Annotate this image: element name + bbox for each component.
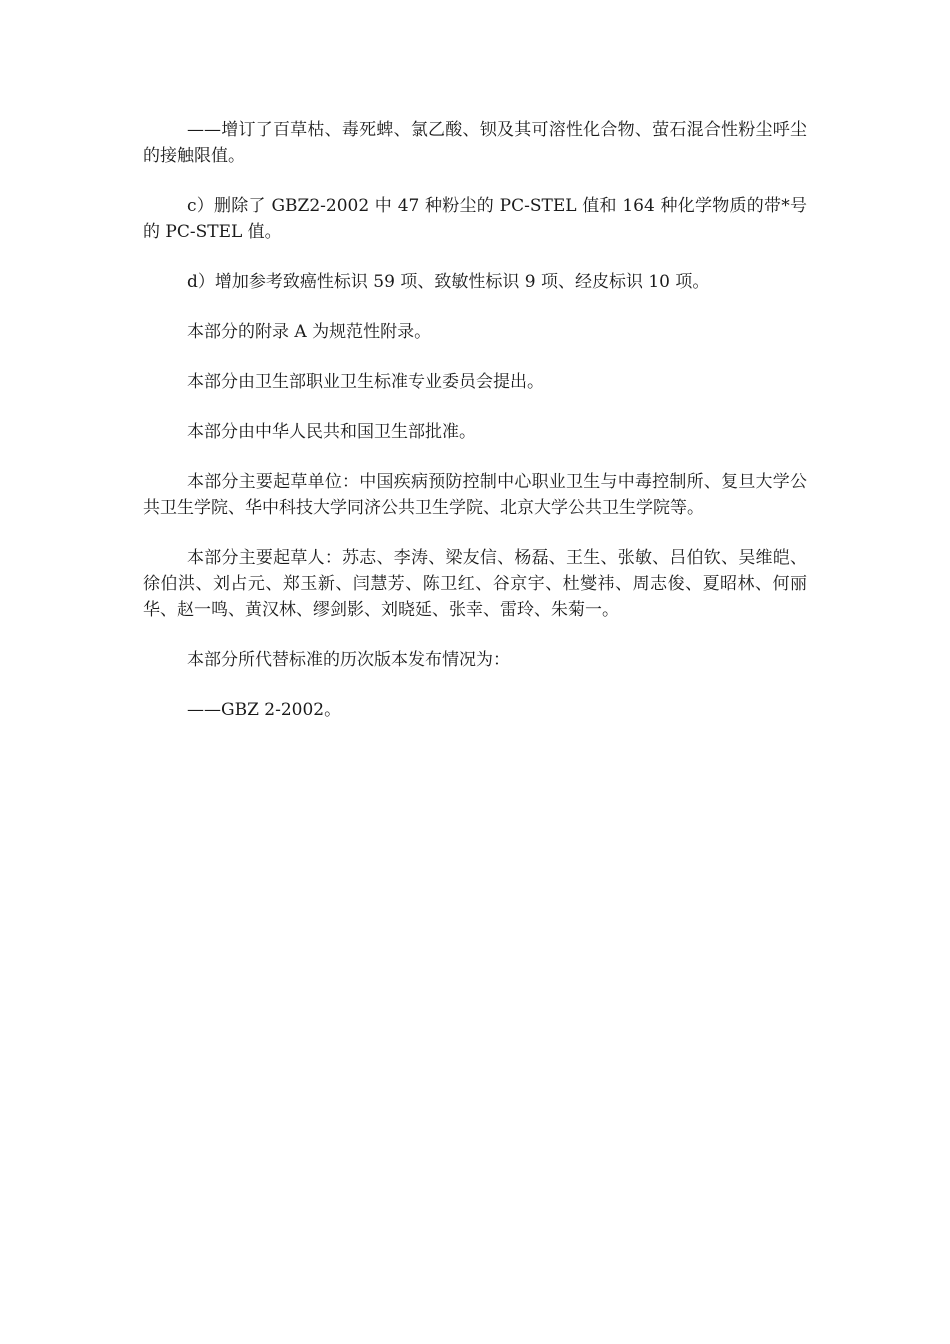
paragraph-added-limits: ——增订了百草枯、毒死蜱、氯乙酸、钡及其可溶性化合物、萤石混合性粉尘呼尘的接触限值。 (143, 120, 807, 166)
paragraph-drafters: 本部分主要起草人：苏志、李涛、梁友信、杨磊、王生、张敏、吕伯钦、吴维皑、徐伯洪、刘占元、郑玉新、闫慧芳、陈卫红、谷京宇、杜燮祎、周志俊、夏昭林、何丽华、赵一鸣、黄汉林、缪剑影、刘晓延、张幸、雷玲、朱菊一。 (143, 548, 807, 620)
paragraph-item-c: c）删除了 GBZ2-2002 中 47 种粉尘的 PC-STEL 值和 164 种化学物质的带*号的 PC-STEL 值。 (143, 196, 807, 242)
paragraph-history-intro: 本部分所代替标准的历次版本发布情况为： (187, 650, 510, 670)
paragraph-drafting-units: 本部分主要起草单位：中国疾病预防控制中心职业卫生与中毒控制所、复旦大学公共卫生学院、华中科技大学同济公共卫生学院、北京大学公共卫生学院等。 (143, 472, 807, 518)
paragraph-appendix: 本部分的附录 A 为规范性附录。 (187, 322, 432, 342)
paragraph-proposer: 本部分由卫生部职业卫生标准专业委员会提出。 (187, 372, 544, 392)
document-body (143, 117, 807, 747)
paragraph-approver: 本部分由中华人民共和国卫生部批准。 (187, 422, 476, 442)
paragraph-item-d: d）增加参考致癌性标识 59 项、致敏性标识 9 项、经皮标识 10 项。 (187, 272, 710, 292)
paragraph-history-version: ——GBZ 2-2002。 (187, 700, 342, 720)
